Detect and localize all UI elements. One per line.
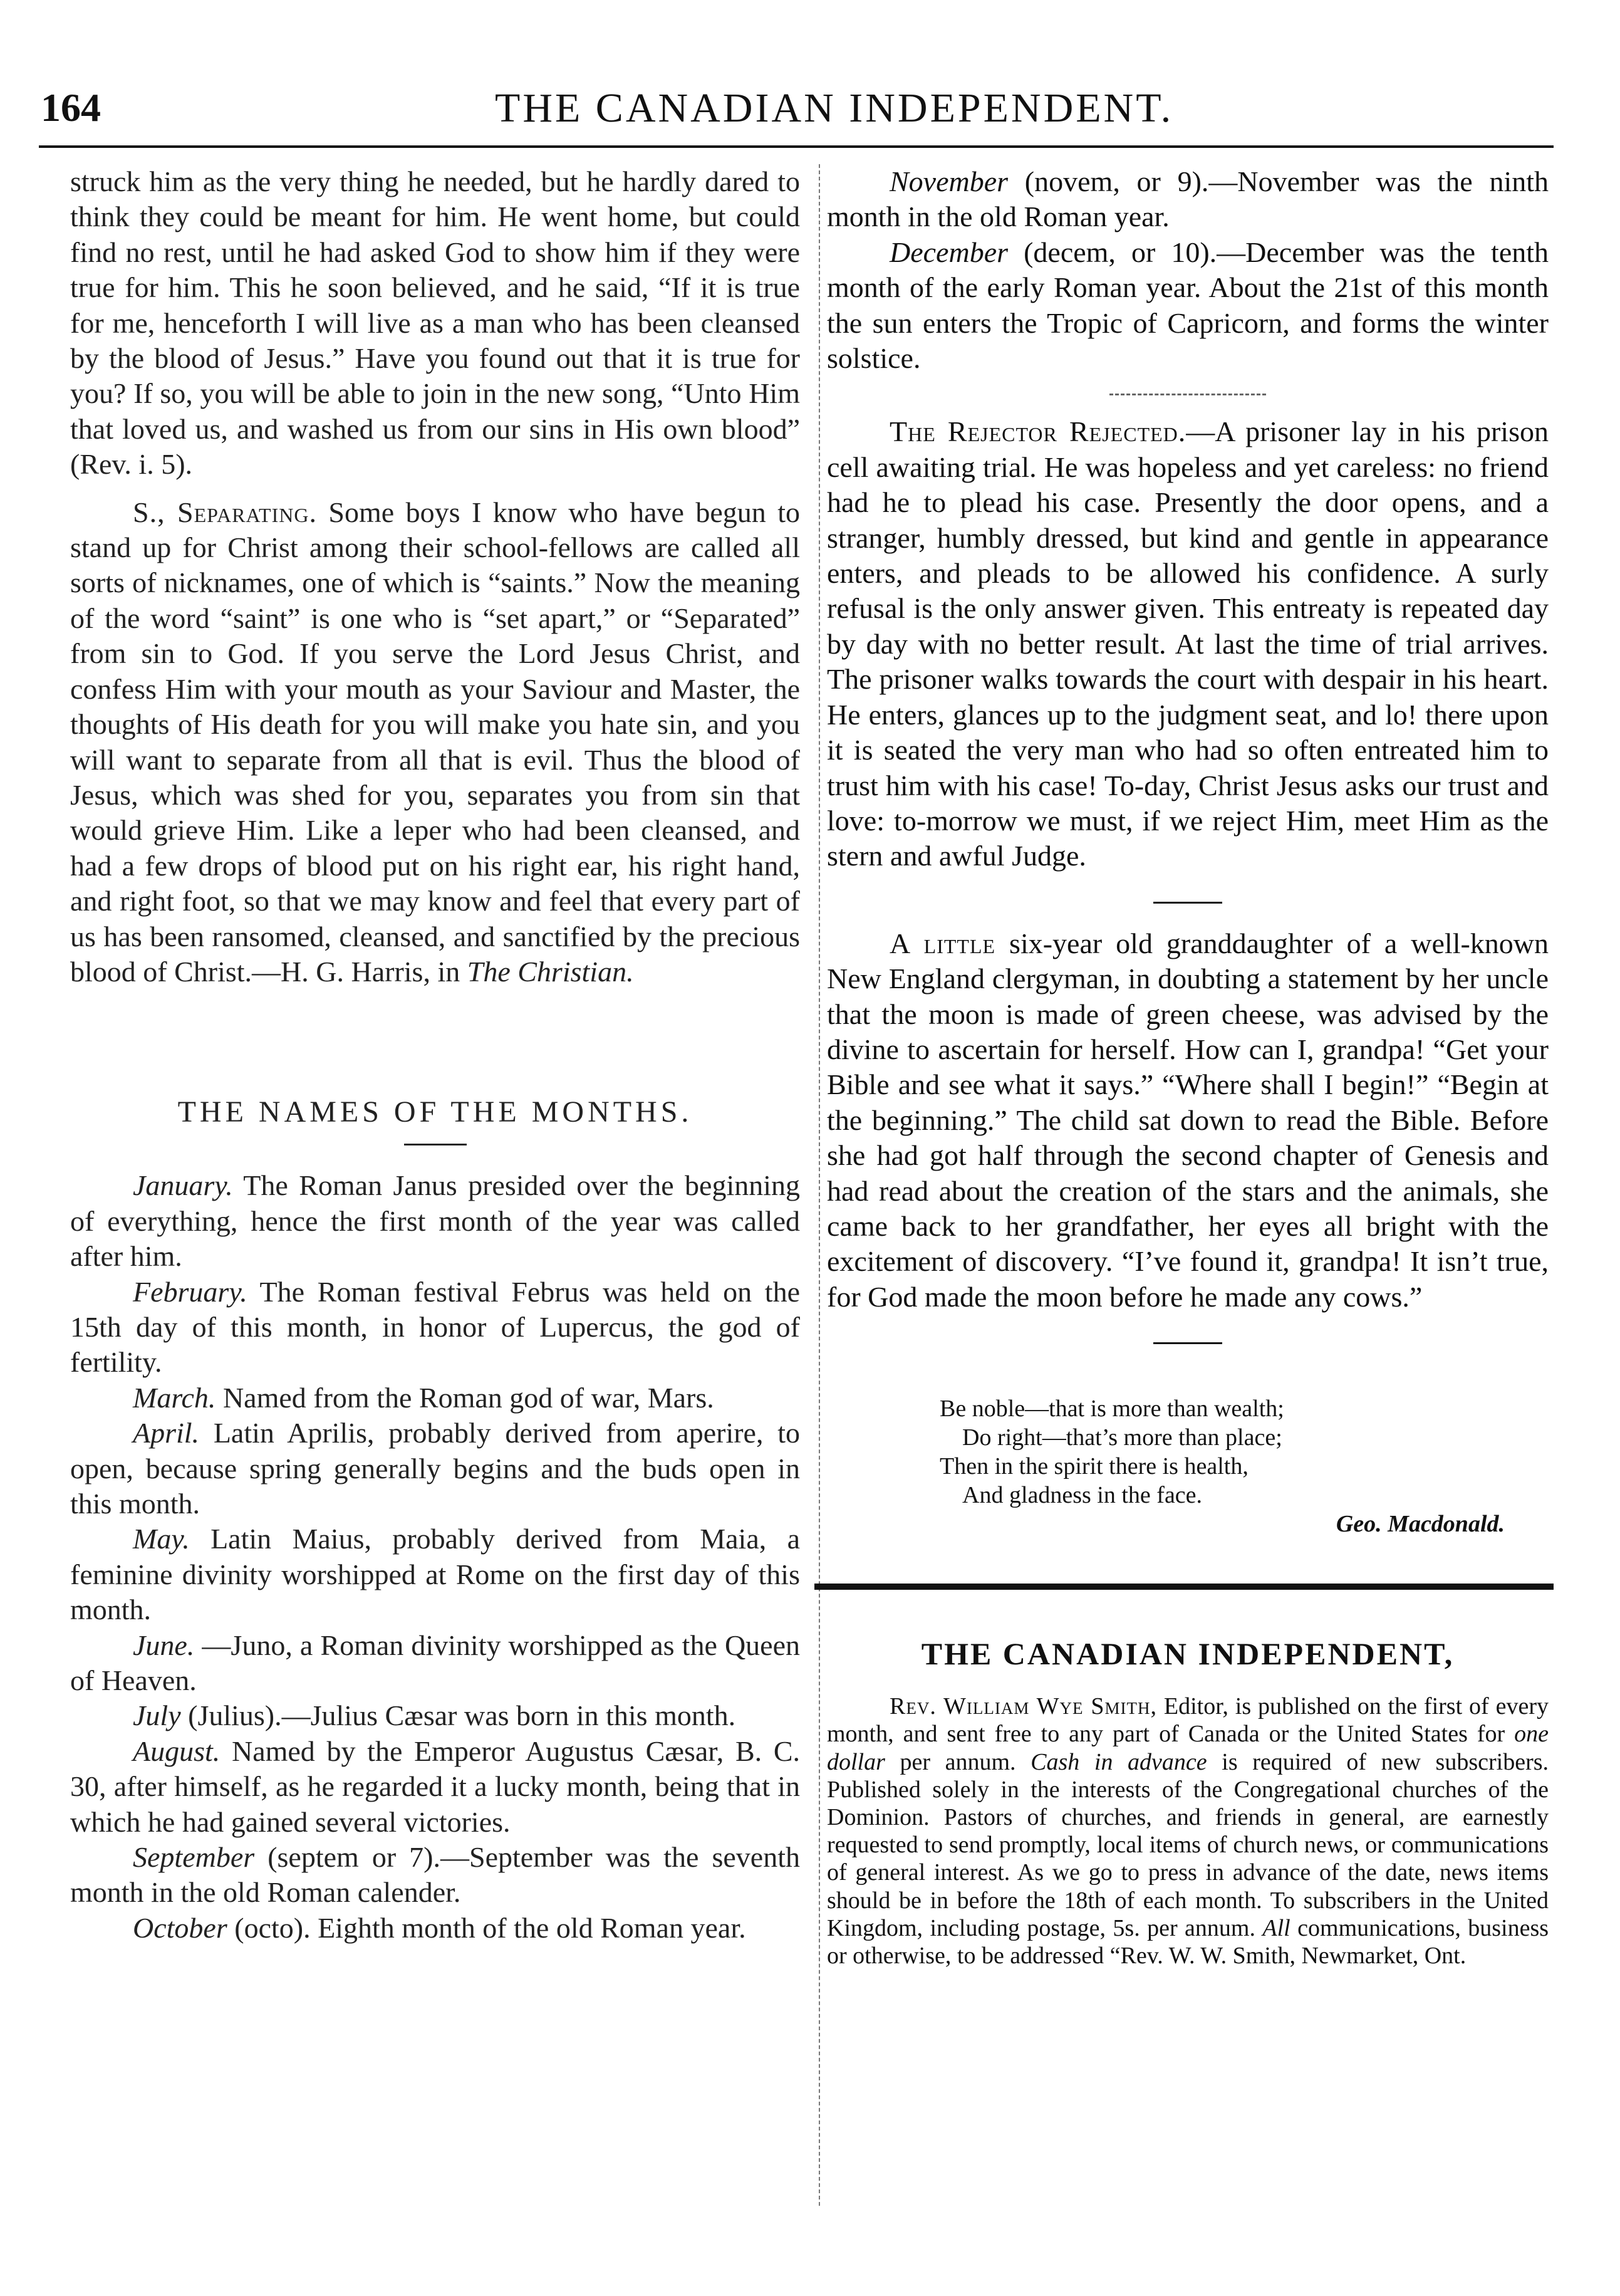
month-text: (Julius).—Julius Cæsar was born in this month.: [188, 1699, 736, 1732]
month-entry-july: [70, 1698, 800, 1733]
header-rule: [39, 145, 1554, 148]
notice-cash: Cash in advance: [1031, 1748, 1207, 1775]
month-entry-september: [70, 1840, 800, 1911]
separating-source: The Christian.: [467, 955, 634, 988]
month-entry-november: [827, 164, 1549, 235]
publication-notice: [827, 1693, 1549, 1970]
month-text: (septem or 7).—September was the seventh month in the old Roman calender.: [70, 1841, 801, 1909]
month-name: October: [133, 1911, 227, 1944]
month-text: Latin Maius, probably derived from Maia, a feminine divinity worshipped at Rome on the first day of this month.: [70, 1523, 801, 1626]
right-column: [827, 164, 1549, 1970]
poem-line: Do right—that’s more than place;: [962, 1424, 1282, 1451]
poem: [940, 1394, 1549, 1538]
month-text: (octo). Eighth month of the old Roman year.: [234, 1911, 746, 1944]
notice-price: one dollar: [827, 1721, 1549, 1775]
notice-all: All: [1262, 1914, 1290, 1941]
poem-author: Geo. Macdonald.: [1336, 1511, 1505, 1538]
month-entry-june: [70, 1628, 800, 1699]
section-divider: [1109, 394, 1266, 395]
month-name: February.: [133, 1275, 247, 1308]
poem-line: Then in the spirit there is health,: [940, 1453, 1249, 1480]
separating-text: Some boys I know who have begun to stand up for Christ among their school-fellows are called all sorts of nicknames, one of which is “saints.” Now the meaning of the word “saint” is one who is “set apart,” or “Separated” from sin to God. If you serve the Lord Jesus Christ, and confess Him with your mouth as your Saviour and Master, the thoughts of His death for you will make you hate sin, and you will want to separate from all that is evil. Thus the blood of Jesus, which was shed for you, separates you from sin that would grieve Him. Like a leper who had been cleansed, and had a few drops of blood put on his right ear, his right hand, and right foot, so that we may know and feel that every part of us has been ransomed, cleansed, and sanctified by the precious blood of Christ.—H. G. Harris, in: [70, 496, 801, 988]
left-column: [70, 164, 800, 1946]
month-text: Latin Aprilis, probably derived from aperire, to open, because spring generally begins and the buds open in this month.: [70, 1417, 801, 1520]
month-text: (novem, or 9).—November was the ninth month in the old Roman year.: [827, 165, 1549, 233]
sermon-paragraph: struck him as the very thing he needed, but he hardly dared to think they could be meant for him. He went home, but could find no rest, until he had asked God to show him if they were true for him. This he soon believed, and he said, “If it is true for me, henceforth I will live as a man who has been cleansed by the blood of Jesus.” Have you found out that it is true for you? If so, you will be able to join in the new song, “Unto Him that loved us, and washed us from our sins in His own blood” (Rev. i. 5).: [70, 165, 800, 481]
notice-text: per annum.: [900, 1748, 1016, 1775]
rejector-lead: The Rejector Rejected.: [890, 415, 1186, 448]
rejector-text: —A prisoner lay in his prison cell awaiting trial. He was hopeless and yet careless: no friend had he to plead his case. Presently the door opens, and a stranger, humbly dressed, but kind and gentle in appearance enters, and pleads to be allowed his confidence. A surly refusal is the only answer given. This entreaty is repeated day by day with no better result. At last the time of trial arrives. The prisoner walks towards the court with despair in his heart. He enters, glances up to the judgment seat, and lo! there upon it is seated the very man who had so often entreated him to trust him with his case! To-day, Christ Jesus asks our trust and love: to-morrow we must, if we reject Him, meet Him as the stern and awful Judge.: [827, 415, 1549, 872]
month-name: December: [890, 236, 1009, 268]
granddaughter-text: six-year old granddaughter of a well-known New England clergyman, in doubting a statement by her uncle that the moon is made of green cheese, was advised by the divine to ascertain for herself. How can I, grandpa! “Get your Bible and see what it says.” “Where shall I begin!” “Begin at the beginning.” The child sat down to read the Bible. Before she had got half through the second chapter of Genesis and had read about the creation of the stars and the animals, she came back to her grandfather, her eyes all bright with the excitement of discovery. “I’ve found it, grandpa! It isn’t true, for God made the moon before he made any cows.”: [827, 927, 1549, 1313]
month-entry-february: [70, 1275, 800, 1380]
month-entry-december: [827, 235, 1549, 377]
notice-text: Editor, is published on the first of every month, and sent free to any part of Canada or the United States for: [827, 1693, 1549, 1748]
rejector-paragraph: [827, 414, 1549, 874]
page-title: THE CANADIAN INDEPENDENT.: [495, 85, 1174, 131]
month-text: (decem, or 10).—December was the tenth month of the early Roman year. About the 21st of this month the sun enters the Tropic of Capricorn, and forms the winter solstice.: [827, 236, 1549, 375]
month-entry-may: [70, 1521, 800, 1627]
column-divider: [819, 164, 820, 2206]
months-heading: THE NAMES OF THE MONTHS.: [177, 1095, 693, 1129]
month-entry-august: [70, 1734, 800, 1840]
month-name: June.: [133, 1629, 195, 1661]
month-name: July: [133, 1699, 181, 1732]
notice-heading: THE CANADIAN INDEPENDENT,: [921, 1636, 1455, 1672]
month-entry-april: [70, 1416, 800, 1521]
separating-lead: S., Separating.: [133, 496, 317, 528]
month-entry-january: [70, 1168, 800, 1274]
month-entry-march: [70, 1380, 800, 1416]
month-text: The Roman Janus presided over the beginning of everything, hence the first month of the year was called after him.: [70, 1169, 801, 1273]
month-text: —Juno, a Roman divinity worshipped as the Queen of Heaven.: [70, 1629, 800, 1697]
month-name: March.: [133, 1381, 216, 1414]
section-divider: [1153, 1342, 1222, 1344]
notice-top-rule: [814, 1584, 1554, 1590]
month-name: November: [890, 165, 1009, 197]
poem-line: And gladness in the face.: [962, 1482, 1203, 1509]
month-text: Named from the Roman god of war, Mars.: [222, 1381, 714, 1414]
month-text: The Roman festival Februs was held on the 15th day of this month, in honor of Lupercus, the god of fertility.: [70, 1275, 800, 1379]
month-name: May.: [133, 1523, 190, 1555]
month-name: April.: [133, 1417, 200, 1449]
page-number: 164: [41, 85, 101, 130]
month-name: August.: [133, 1735, 221, 1767]
section-divider: [1153, 902, 1222, 904]
separating-paragraph: [70, 495, 800, 990]
month-entry-october: [70, 1911, 800, 1946]
month-name: January.: [133, 1169, 233, 1202]
month-name: September: [133, 1841, 255, 1874]
poem-line: Be noble—that is more than wealth;: [940, 1396, 1284, 1422]
month-text: Named by the Emperor Augustus Cæsar, B. C. 30, after himself, as he regarded it a lucky month, being that in which he had gained several victories.: [70, 1735, 801, 1838]
granddaughter-paragraph: [827, 926, 1549, 1315]
notice-lead: Rev. William Wye Smith,: [890, 1693, 1157, 1720]
notice-text: is required of new subscribers. Published solely in the interests of the Congregational churches of the Dominion. Pastors of churches, and friends in general, are earnestly requested to send promptly, local items of church news, or communications of general interest. As we go to press in advance of the date, news items should be in before the 18th of each month. To subscribers in the United Kingdom, including postage, 5s. per annum.: [827, 1748, 1549, 1941]
granddaughter-lead: A little: [890, 927, 996, 959]
notice-text: communications, business or otherwise, to be addressed “Rev. W. W. Smith, Newmarket, Ont.: [827, 1914, 1549, 1970]
months-heading-rule: [404, 1144, 467, 1145]
